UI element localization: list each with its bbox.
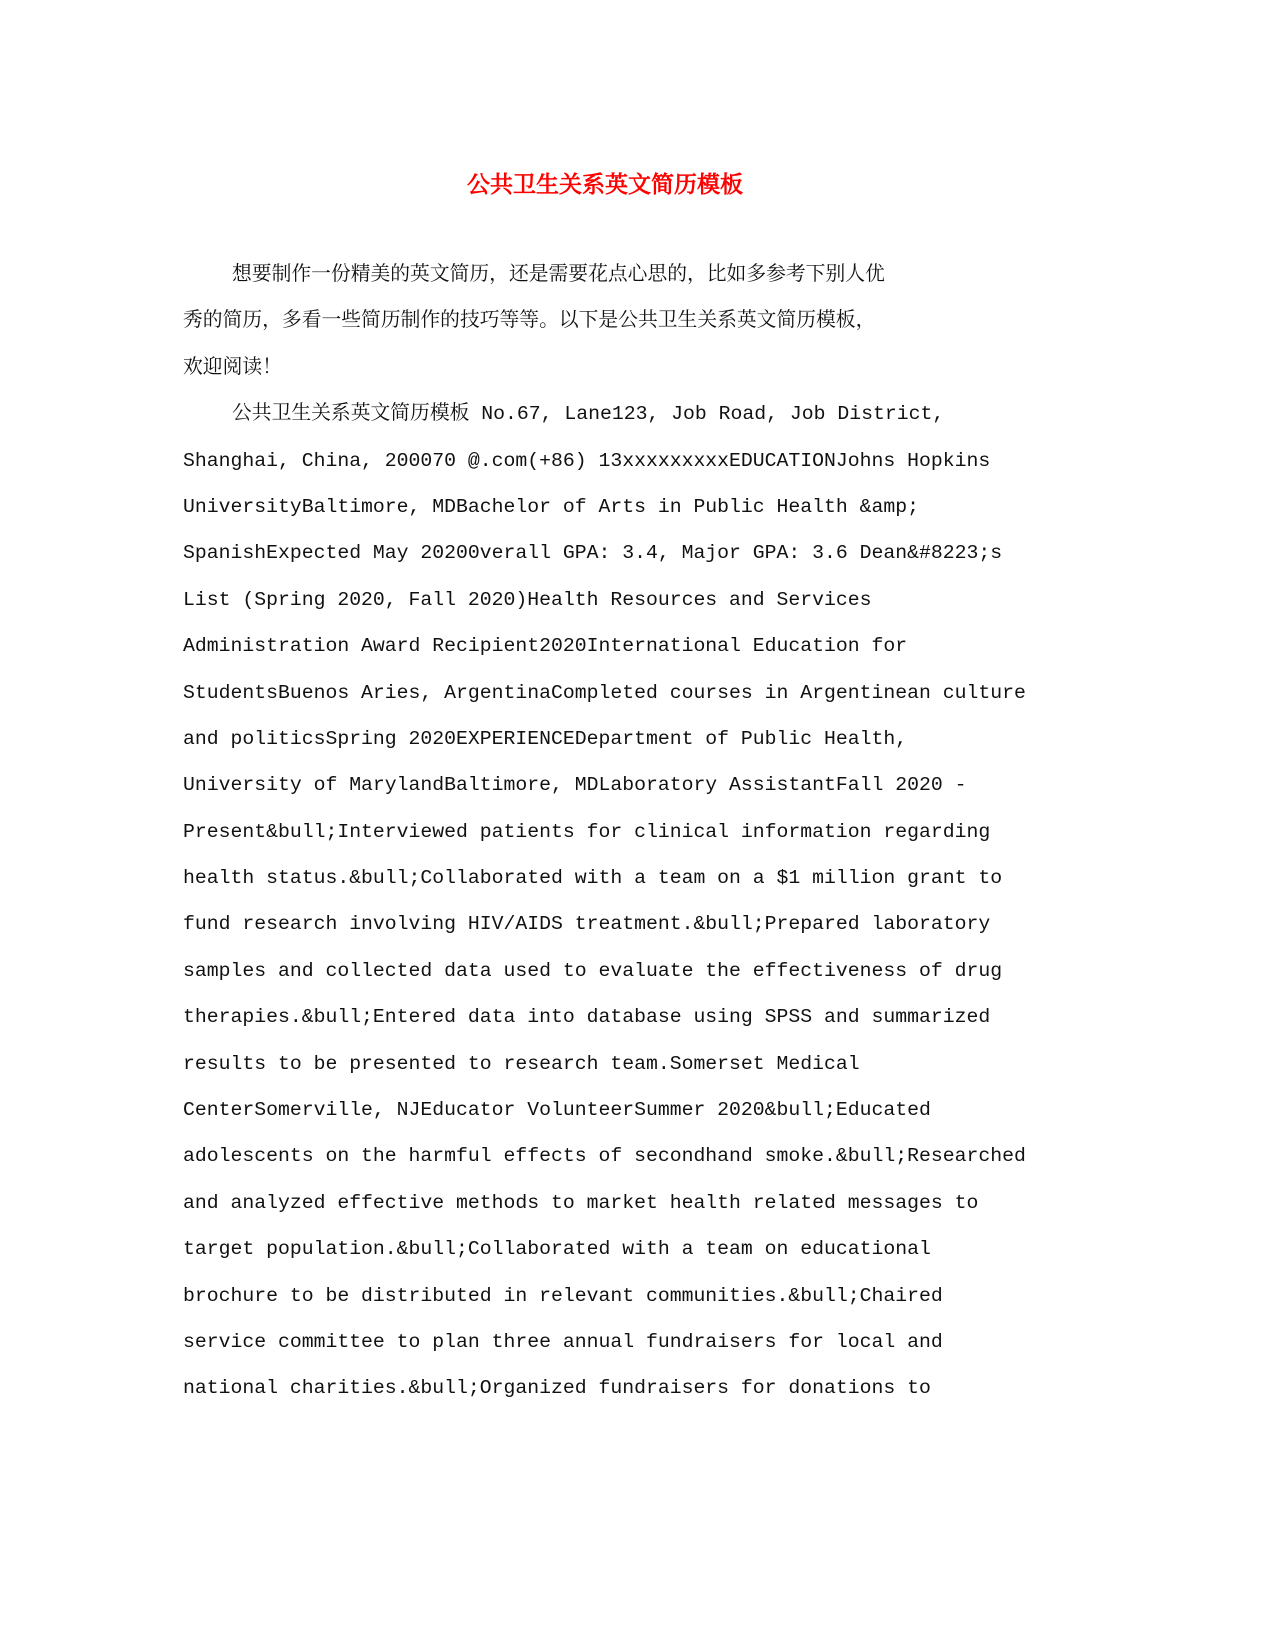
text-line: national charities.&bull;Organized fundraisers for donations to (183, 1377, 931, 1400)
text-line: Present&bull;Interviewed patients for clinical information regarding (183, 820, 991, 843)
text-line: 公共卫生关系英文简历模板 No.67, Lane123, Job Road, Job District, (232, 403, 945, 426)
text-line: brochure to be distributed in relevant communities.&bull;Chaired (183, 1284, 943, 1307)
text-line: adolescents on the harmful effects of secondhand smoke.&bull;Researched (183, 1145, 1026, 1168)
document-body (183, 258, 1026, 1418)
text-line: StudentsBuenos Aries, ArgentinaCompleted courses in Argentinean culture (183, 681, 1026, 704)
text-line: health status.&bull;Collaborated with a team on a $1 million grant to (183, 867, 1003, 890)
text-line: fund research involving HIV/AIDS treatment.&bull;Prepared laboratory (183, 913, 991, 936)
text-line: target population.&bull;Collaborated with a team on educational (183, 1238, 931, 1261)
text-line: SpanishExpected May 20200verall GPA: 3.4, Major GPA: 3.6 Dean&#8223;s (183, 542, 1003, 565)
text-line: samples and collected data used to evaluate the effectiveness of drug (183, 959, 1003, 982)
text-line: 想要制作一份精美的英文简历，还是需要花点心思的，比如多参考下别人优 (232, 264, 885, 286)
document-title: 公共卫生关系英文简历模板 (467, 171, 743, 198)
text-line: Shanghai, China, 200070 @.com(+86) 13xxxxxxxxxEDUCATIONJohns Hopkins (183, 449, 991, 472)
text-line: therapies.&bull;Entered data into database using SPSS and summarized (183, 1006, 991, 1029)
text-line: 秀的简历，多看一些简历制作的技巧等等。以下是公共卫生关系英文简历模板， (183, 310, 876, 333)
text-line: and analyzed effective methods to market health related messages to (183, 1191, 979, 1214)
text-line: 欢迎阅读！ (183, 356, 282, 379)
text-line: University of MarylandBaltimore, MDLaboratory AssistantFall 2020 - (183, 774, 967, 797)
text-line: CenterSomerville, NJEducator VolunteerSummer 2020&bull;Educated (183, 1099, 931, 1122)
text-line: and politicsSpring 2020EXPERIENCEDepartment of Public Health, (183, 727, 908, 750)
text-line: results to be presented to research team.Somerset Medical (183, 1052, 860, 1075)
text-line: Administration Award Recipient2020International Education for (183, 635, 908, 658)
text-line: service committee to plan three annual fundraisers for local and (183, 1330, 943, 1353)
text-line: UniversityBaltimore, MDBachelor of Arts in Public Health &amp; (183, 495, 919, 518)
text-line: List (Spring 2020, Fall 2020)Health Resources and Services (183, 588, 872, 611)
